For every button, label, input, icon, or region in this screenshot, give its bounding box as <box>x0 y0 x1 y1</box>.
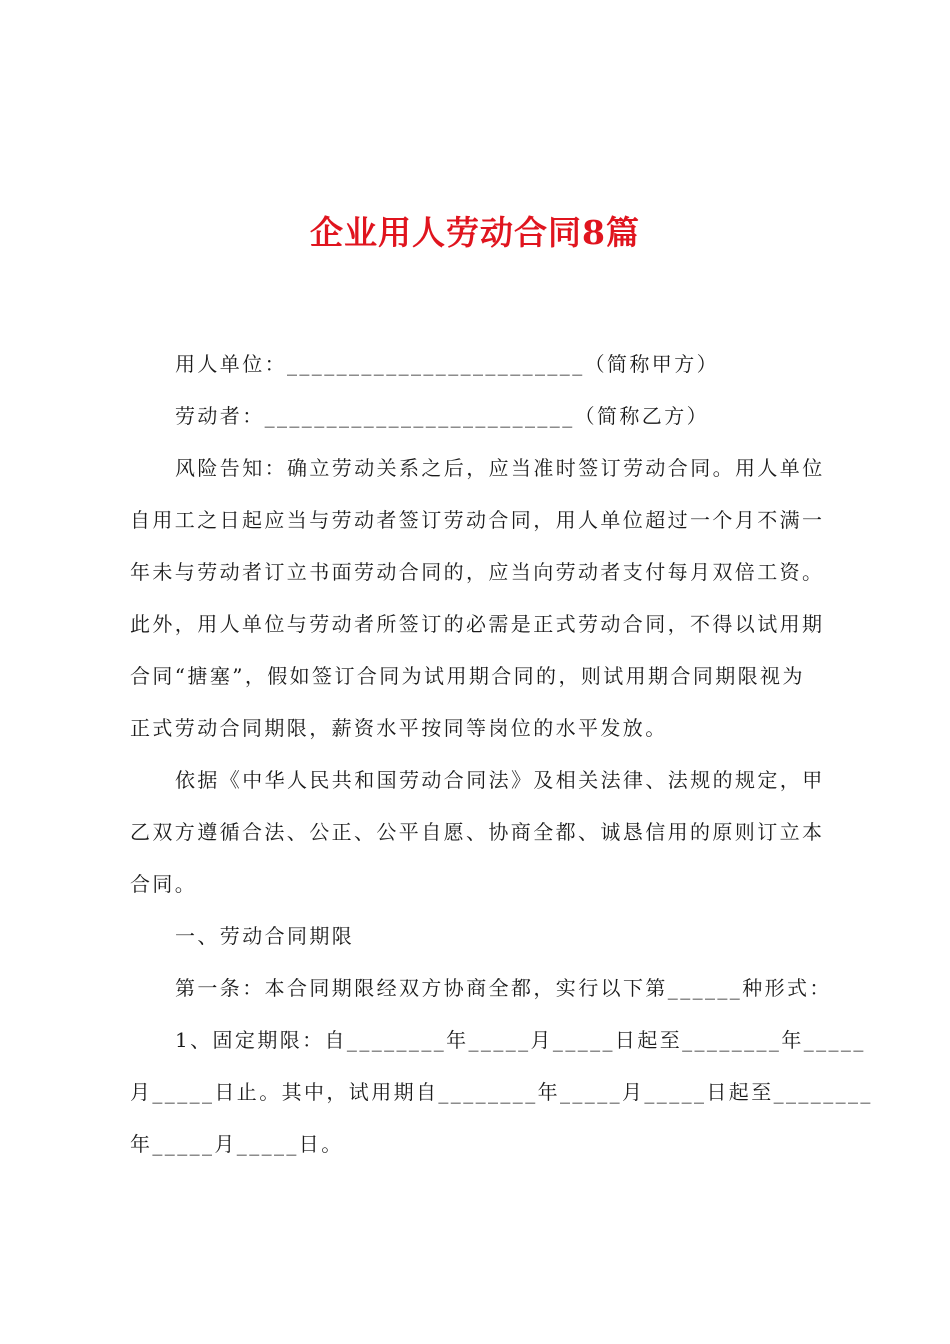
risk-notice-line: 年未与劳动者订立书面劳动合同的，应当向劳动者支付每月双倍工资。 <box>130 560 825 584</box>
basis-paragraph <box>130 754 830 910</box>
risk-notice-line: 正式劳动合同期限，薪资水平按同等岗位的水平发放。 <box>130 716 668 740</box>
document-title: 企业用人劳动合同8篇 <box>310 213 640 252</box>
basis-line: 乙双方遵循合法、公正、公平自愿、协商全都、诚恳信用的原则订立本 <box>130 820 825 844</box>
basis-line: 依据《中华人民共和国劳动合同法》及相关法律、法规的规定，甲 <box>175 768 825 792</box>
fixed-term-line: 月_____日止。其中，试用期自________年_____月_____日起至________ <box>130 1080 873 1104</box>
risk-notice-line: 自用工之日起应当与劳动者签订劳动合同，用人单位超过一个月不满一 <box>130 508 825 532</box>
fixed-term-paragraph <box>130 1014 873 1170</box>
risk-notice-line: 此外，用人单位与劳动者所签订的必需是正式劳动合同，不得以试用期 <box>130 612 825 636</box>
risk-notice-paragraph <box>130 442 830 754</box>
worker-line: 劳动者：_________________________（简称乙方） <box>175 404 709 428</box>
article-one: 第一条：本合同期限经双方协商全都，实行以下第______种形式： <box>175 976 832 1000</box>
fixed-term-line: 1、固定期限：自________年_____月_____日起至________年_____ <box>175 1028 866 1052</box>
risk-notice-line: 风险告知：确立劳动关系之后，应当准时签订劳动合同。用人单位 <box>175 456 825 480</box>
basis-line: 合同。 <box>130 872 198 896</box>
risk-notice-line: 合同“搪塞”，假如签订合同为试用期合同的，则试用期合同期限视为 <box>130 664 805 688</box>
fixed-term-line: 年_____月_____日。 <box>130 1132 344 1156</box>
employer-line: 用人单位：________________________（简称甲方） <box>175 352 719 376</box>
document-body <box>130 338 873 1170</box>
section-heading: 一、劳动合同期限 <box>175 924 355 948</box>
